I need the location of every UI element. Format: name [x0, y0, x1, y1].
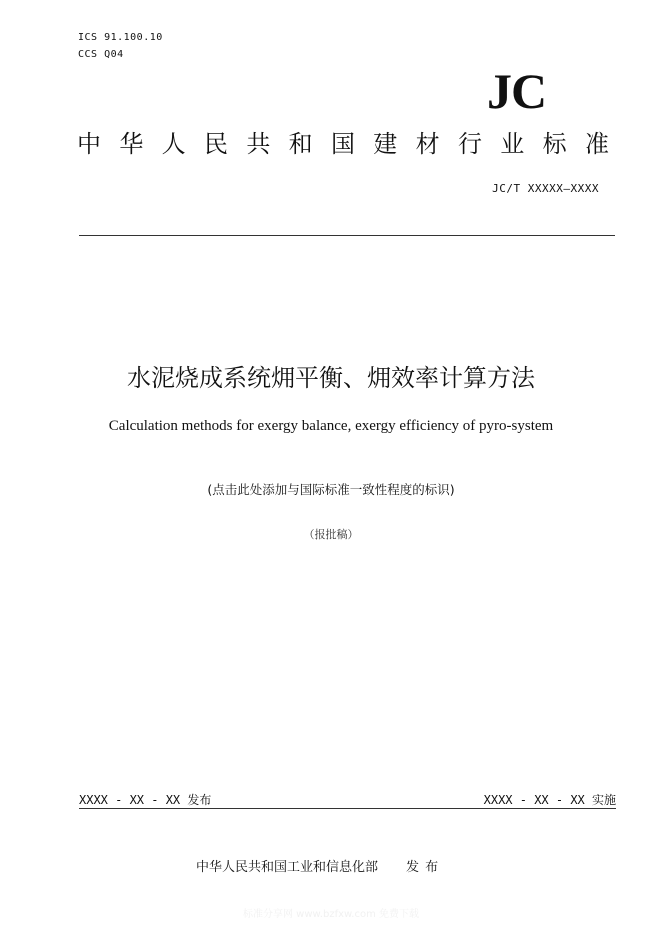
issuer-name: 中华人民共和国工业和信息化部 — [196, 860, 379, 875]
organization-title-char: 共 — [246, 130, 271, 158]
watermark: 标准分享网 www.bzfxw.com 免费下载 — [243, 909, 419, 920]
issuer-action: 发 布 — [406, 860, 439, 875]
organization-title-char: 民 — [203, 130, 228, 158]
standard-number: JC/T XXXXX—XXXX — [492, 182, 599, 195]
standard-organization-title — [77, 128, 609, 160]
organization-title-char: 行 — [457, 130, 482, 158]
organization-title-char: 中 — [77, 130, 101, 158]
footer-divider — [79, 808, 616, 809]
organization-title-char: 业 — [500, 130, 525, 158]
ics-code: ICS 91.100.10 — [78, 32, 163, 43]
jc-logo: JC — [487, 63, 547, 119]
document-title-chinese: 水泥烧成系统㶲平衡、㶲效率计算方法 — [127, 364, 535, 392]
issue-date: XXXX - XX - XX 发布 — [79, 793, 212, 807]
ccs-code: CCS Q04 — [78, 49, 124, 60]
organization-title-char: 华 — [119, 130, 144, 158]
organization-title-char: 材 — [415, 130, 440, 158]
issuer-line — [196, 856, 438, 875]
organization-title-char: 标 — [542, 130, 567, 158]
implementation-date: XXXX - XX - XX 实施 — [483, 793, 616, 807]
organization-title-char: 国 — [330, 130, 355, 158]
organization-title-char: 人 — [161, 130, 186, 158]
draft-status: （报批稿） — [303, 528, 359, 541]
header-divider — [79, 235, 615, 236]
organization-title-char: 和 — [288, 130, 313, 158]
consistency-note: (点击此处添加与国际标准一致性程度的标识) — [207, 482, 455, 497]
document-title-english: Calculation methods for exergy balance, exergy efficiency of pyro-system — [108, 418, 554, 434]
organization-title-char: 建 — [373, 130, 398, 158]
organization-title-char: 准 — [584, 130, 609, 158]
